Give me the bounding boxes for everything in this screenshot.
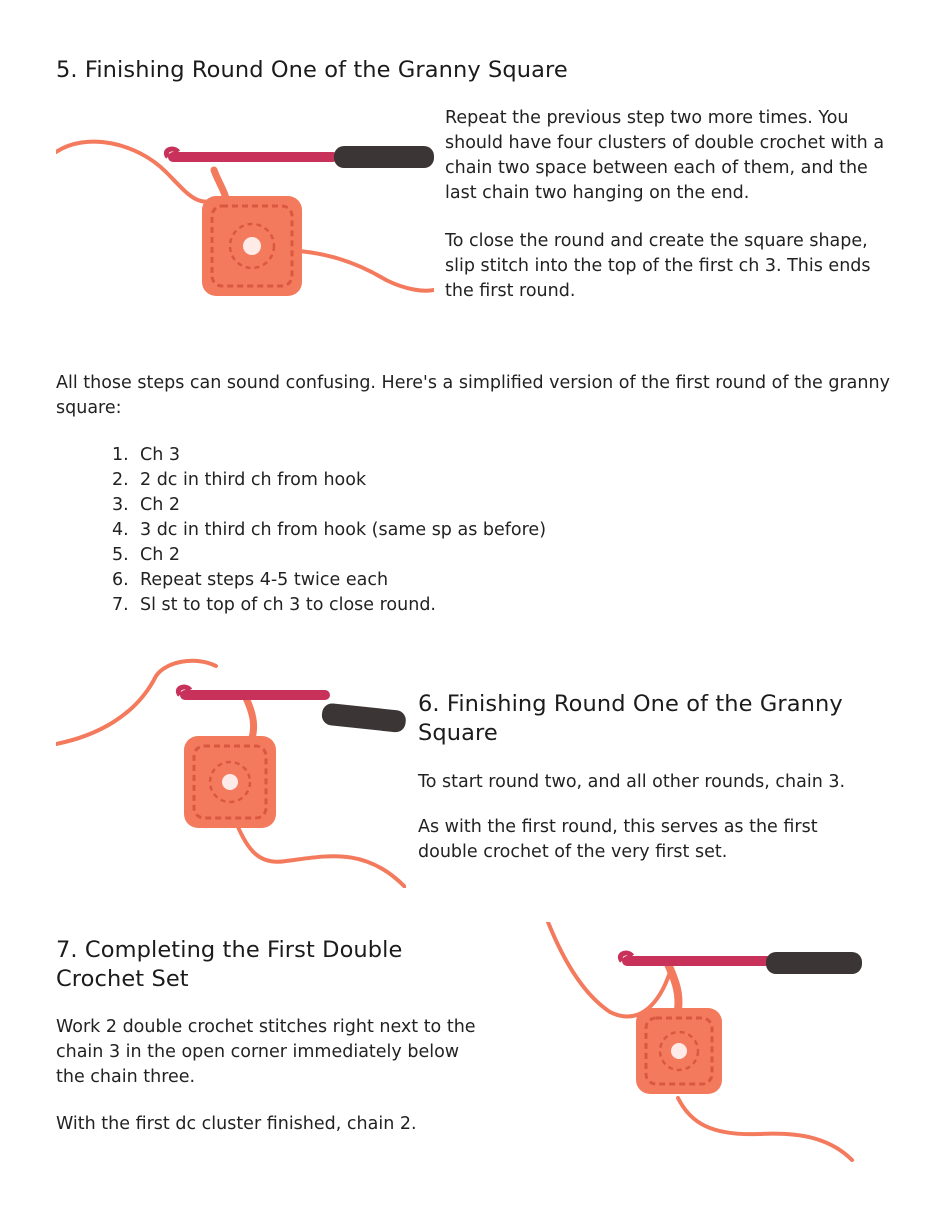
crochet-illustration bbox=[56, 112, 434, 308]
step-text: Sl st to top of ch 3 to close round. bbox=[140, 595, 436, 615]
step-number: 3. bbox=[112, 495, 129, 515]
list-item bbox=[112, 568, 546, 593]
list-item bbox=[112, 518, 546, 543]
crochet-hook-shaft bbox=[168, 152, 338, 162]
yarn-strand bbox=[56, 661, 216, 744]
crochet-illustration bbox=[540, 922, 862, 1162]
step-number: 2. bbox=[112, 470, 129, 490]
crochet-photo-round-one-closing bbox=[56, 112, 434, 308]
crochet-hook-handle bbox=[334, 146, 434, 168]
crochet-photo-first-dc-set bbox=[540, 922, 862, 1162]
section-7-paragraph-2: With the first dc cluster finished, chain 2. bbox=[56, 1114, 417, 1134]
step-number: 1. bbox=[112, 445, 129, 465]
yarn-tail bbox=[286, 250, 434, 291]
step-text: Repeat steps 4-5 twice each bbox=[140, 570, 389, 590]
crochet-hook-handle bbox=[766, 952, 862, 974]
crochet-hook-shaft bbox=[622, 956, 772, 966]
simplified-steps-list bbox=[112, 443, 546, 618]
list-item bbox=[112, 593, 546, 618]
step-number: 7. bbox=[112, 595, 129, 615]
step-text: Ch 3 bbox=[140, 445, 181, 465]
step-number: 6. bbox=[112, 570, 129, 590]
yarn-strand bbox=[548, 922, 670, 1016]
section-7-heading: 7. Completing the First Double Crochet Set bbox=[56, 937, 403, 992]
summary-intro: All those steps can sound confusing. Here's a simplified version of the first round of the granny square: bbox=[56, 373, 890, 418]
list-item bbox=[112, 443, 546, 468]
section-5-paragraph-1: Repeat the previous step two more times. You should have four clusters of double crochet with a chain two space between each of them, and the last chain two hanging on the end. bbox=[445, 108, 885, 203]
section-5-paragraph-2: To close the round and create the square shape, slip stitch into the top of the first ch 3. This ends the first round. bbox=[445, 231, 871, 301]
list-item bbox=[112, 493, 546, 518]
section-7-paragraph-1: Work 2 double crochet stitches right next to the chain 3 in the open corner immediately below the chain three. bbox=[56, 1017, 476, 1087]
step-number: 4. bbox=[112, 520, 129, 540]
section-6-paragraph-2: As with the first round, this serves as the first double crochet of the very first set. bbox=[418, 817, 818, 862]
step-text: 3 dc in third ch from hook (same sp as before) bbox=[140, 520, 547, 540]
yarn-tail bbox=[234, 818, 406, 888]
step-text: Ch 2 bbox=[140, 545, 181, 565]
yarn-strand bbox=[56, 142, 216, 202]
section-5-heading: 5. Finishing Round One of the Granny Square bbox=[56, 57, 568, 83]
granny-square-center bbox=[222, 774, 238, 790]
step-text: Ch 2 bbox=[140, 495, 181, 515]
yarn-chain bbox=[246, 698, 254, 738]
section-6-paragraph-1: To start round two, and all other rounds, chain 3. bbox=[418, 772, 846, 792]
yarn-tail bbox=[678, 1098, 852, 1160]
section-6-heading: 6. Finishing Round One of the Granny Square bbox=[418, 691, 843, 746]
yarn-chain bbox=[668, 964, 679, 1010]
list-item bbox=[112, 468, 546, 493]
granny-square-center bbox=[671, 1043, 687, 1059]
crochet-illustration bbox=[56, 656, 406, 888]
crochet-hook-handle bbox=[321, 703, 406, 734]
crochet-hook-shaft bbox=[180, 690, 330, 700]
list-item bbox=[112, 543, 546, 568]
crochet-photo-round-two-start bbox=[56, 656, 406, 888]
granny-square-center bbox=[243, 237, 261, 255]
step-number: 5. bbox=[112, 545, 129, 565]
step-text: 2 dc in third ch from hook bbox=[140, 470, 367, 490]
